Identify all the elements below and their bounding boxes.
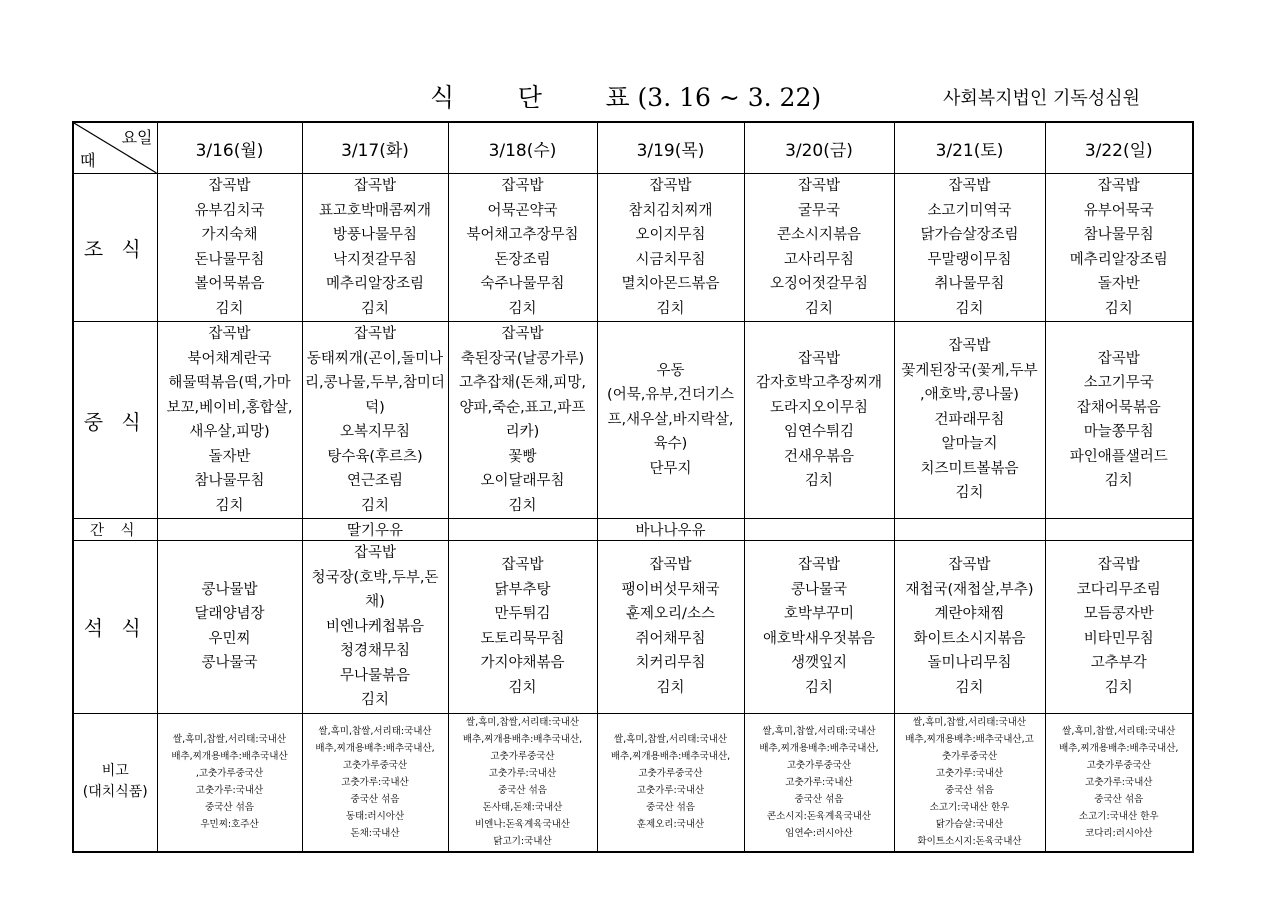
menu-item: 오복지무침 — [339, 424, 411, 440]
menu-item: 잡곡밥 — [501, 326, 544, 342]
origin-note-line: 우민찌:호주산 — [200, 819, 259, 830]
menu-item: 잡곡밥 — [501, 557, 544, 574]
menu-item: 감자호박고추장찌개 — [755, 375, 883, 391]
menu-item: 멸치아몬드볶음 — [621, 276, 720, 292]
menu-item: 참나물무침 — [1083, 227, 1154, 243]
menu-item: 청경채무침 — [339, 643, 411, 659]
menu-item: 굴무국 — [797, 202, 841, 219]
menu-item: 김치 — [1104, 473, 1133, 489]
menu-item: 잡곡밥 — [208, 326, 251, 342]
menu-item: 김치 — [804, 300, 833, 317]
menu-item: 메추리알장조림 — [1069, 251, 1168, 268]
menu-item: 꽃빵 — [508, 448, 537, 465]
menu-item: 콘소시지볶음 — [776, 227, 862, 243]
origin-note-cell — [302, 713, 448, 852]
menu-item: 참치김치찌개 — [628, 202, 713, 219]
origin-note-line: 고춧가루중국산 — [342, 759, 408, 771]
weekly-menu-table — [72, 121, 1194, 853]
page-title: 식 단 표 (3. 16 ~ 3. 22) — [430, 83, 822, 112]
origin-note-line: 닭가슴살:국내산 — [935, 819, 1004, 830]
menu-item: 리카) — [505, 424, 540, 440]
origin-note-line: 돈채:국내산 — [350, 827, 400, 839]
menu-item: 프,새우살,바지락살, — [607, 411, 734, 428]
origin-note-line: 고춧가루:국내산 — [488, 768, 557, 779]
menu-item: 무나물볶음 — [339, 667, 411, 684]
remarks-label-line: 비고 — [101, 763, 129, 779]
menu-item: 건새우볶음 — [783, 448, 855, 465]
origin-note-line: 쌀,흑미,찹쌀,서리태:국내산 — [172, 734, 287, 745]
menu-item: 돌자반 — [1097, 276, 1140, 292]
menu-item: 닭부추탕 — [494, 581, 551, 598]
menu-cell — [448, 541, 597, 714]
menu-item: 김치 — [508, 497, 537, 514]
snack-cell — [1045, 519, 1193, 541]
day-header: 3/16(월) — [157, 122, 302, 174]
origin-note-cell — [894, 713, 1045, 852]
menu-cell — [597, 541, 744, 714]
menu-cell — [157, 322, 302, 519]
menu-item: 김치 — [804, 473, 833, 489]
menu-item: 잡곡밥 — [948, 338, 991, 355]
menu-item: 잡채어묵볶음 — [1076, 399, 1161, 416]
menu-item: 김치 — [656, 679, 685, 696]
menu-item: 잡곡밥 — [208, 178, 251, 194]
origin-note-line: 배추,찌개용배추:배추국내산, — [759, 742, 879, 754]
menu-cell — [597, 174, 744, 322]
origin-note-line: 고춧가루중국산 — [786, 759, 852, 771]
menu-item: 도라지오이무침 — [769, 399, 869, 416]
remarks-label — [73, 713, 157, 852]
origin-note-cell — [448, 713, 597, 852]
menu-item: 유부김치국 — [194, 202, 265, 219]
menu-item: 잡곡밥 — [797, 557, 841, 574]
origin-note-line: 화이트소시지:돈육국내산 — [917, 836, 1022, 847]
origin-note-line: 돈사태,돈채:국내산 — [482, 802, 563, 813]
menu-cell — [1045, 322, 1193, 519]
menu-item: 화이트소시지볶음 — [913, 630, 1026, 647]
menu-item: 무말랭이무침 — [927, 251, 1012, 268]
day-header: 3/19(목) — [597, 122, 744, 174]
menu-item: 메추리알장조림 — [325, 276, 425, 292]
origin-note-line: 임연수:러시아산 — [785, 827, 853, 839]
menu-item: 취나물무침 — [934, 276, 1005, 292]
menu-item: 생깻잎지 — [790, 655, 848, 672]
breakfast-label: 조 식 — [73, 174, 157, 322]
dinner-label: 석 식 — [73, 541, 157, 714]
origin-note-line: 중국산 섞음 — [794, 793, 844, 805]
menu-item: 표고호박매콤찌개 — [318, 202, 432, 219]
menu-item: ,애호박,콩나물) — [920, 387, 1019, 404]
menu-cell — [1045, 174, 1193, 322]
origin-note-line: 쌀,흑미,찹쌀,서리태:국내산 — [912, 717, 1027, 728]
menu-item: 참나물무침 — [194, 473, 265, 489]
menu-item: 우동 — [656, 362, 685, 379]
header-row — [73, 122, 1193, 174]
menu-item: 콩나물국 — [790, 581, 848, 598]
menu-item: 잡곡밥 — [948, 178, 991, 194]
menu-item: 오이달래무침 — [480, 473, 565, 489]
menu-item: 소고기무국 — [1083, 375, 1154, 391]
menu-item: 숙주나물무침 — [480, 276, 565, 292]
menu-item: 돈나물무침 — [194, 251, 265, 268]
menu-item: 호박부꾸미 — [783, 606, 855, 623]
menu-cell — [894, 541, 1045, 714]
origin-note-line: 고춧가루:국내산 — [1085, 776, 1153, 788]
origin-note-line: 고춧가루중국산 — [638, 768, 703, 779]
menu-item: 달래양념장 — [194, 606, 265, 623]
menu-item: 가지숙채 — [201, 227, 258, 243]
menu-item: 육수) — [653, 436, 688, 453]
menu-item: 동태찌개(곤이,돌미나 — [306, 350, 444, 367]
menu-item: 새우살,피망) — [189, 424, 270, 440]
menu-cell — [1045, 541, 1193, 714]
menu-item: 고사리무침 — [783, 251, 855, 268]
menu-item: 마늘쫑무침 — [1083, 424, 1154, 440]
menu-item: 꽃게된장국(꽃게,두부 — [901, 362, 1038, 379]
remarks-label-line: (대치식품) — [82, 784, 148, 800]
menu-cell — [302, 174, 448, 322]
origin-note-line: 고춧가루:국내산 — [195, 785, 264, 796]
menu-item: 애호박새우젓볶음 — [762, 630, 876, 647]
menu-cell — [894, 174, 1045, 322]
menu-item: 김치 — [360, 300, 389, 317]
menu-cell — [744, 174, 894, 322]
menu-item: 김치 — [508, 300, 537, 317]
menu-cell — [448, 322, 597, 519]
origin-note-line: 배추,찌개용배추:배추국내산,고 — [905, 734, 1034, 745]
origin-note-cell — [1045, 713, 1193, 852]
menu-item: 잡곡밥 — [353, 545, 397, 561]
origin-note-line: 배추,찌개용배추:배추국내산, — [315, 742, 435, 754]
menu-item: 청국장(호박,두부,돈 — [311, 569, 439, 586]
snack-cell — [744, 519, 894, 541]
menu-cell — [302, 322, 448, 519]
menu-item: 잡곡밥 — [948, 557, 991, 574]
menu-item: 김치 — [215, 497, 244, 514]
menu-item: 임연수튀김 — [783, 424, 855, 440]
menu-item: 모듬콩자반 — [1083, 606, 1154, 623]
menu-item: 볼어묵볶음 — [194, 276, 265, 292]
menu-item: 만두튀김 — [494, 606, 551, 623]
lunch-label: 중 식 — [73, 322, 157, 519]
menu-item: 잡곡밥 — [353, 178, 397, 194]
origin-note-line: 중국산 섞음 — [945, 785, 994, 796]
menu-item: 탕수육(후르츠) — [327, 448, 423, 465]
origin-note-line: 쌀,흑미,찹쌀,서리태:국내산 — [465, 717, 580, 728]
origin-note-line: 동태:러시아산 — [345, 810, 405, 822]
origin-note-line: 쌀,흑미,찹쌀,서리태:국내산 — [318, 725, 432, 737]
origin-note-line: 고춧가루:국내산 — [785, 776, 853, 788]
origin-note-line: 배추,찌개용배추:배추국내산, — [1059, 742, 1179, 754]
origin-note-line: 중국산 섞음 — [205, 802, 254, 813]
menu-item: 북어채고추장무침 — [466, 227, 579, 243]
menu-item: 고추부각 — [1090, 655, 1147, 672]
day-header: 3/20(금) — [744, 122, 894, 174]
origin-note-line: 고춧가루중국산 — [490, 751, 555, 762]
menu-item: 잡곡밥 — [353, 326, 397, 342]
snack-row — [73, 519, 1193, 541]
menu-item: 잡곡밥 — [649, 557, 692, 574]
snack-label: 간 식 — [73, 519, 157, 541]
corner-day-label: 요일 — [121, 128, 153, 147]
menu-item: 치커리무침 — [635, 655, 706, 672]
menu-cell — [744, 541, 894, 714]
lunch-row — [73, 322, 1193, 519]
menu-item: 치즈미트볼볶음 — [920, 460, 1019, 477]
origin-note-line: 소고기:국내산 한우 — [1078, 810, 1159, 822]
origin-note-cell — [597, 713, 744, 852]
snack-cell: 딸기우유 — [302, 519, 448, 541]
menu-item: 잡곡밥 — [501, 178, 544, 194]
menu-item: 김치 — [955, 485, 984, 502]
menu-item: 도토리묵무침 — [480, 630, 565, 647]
snack-cell — [448, 519, 597, 541]
origin-note-cell — [744, 713, 894, 852]
origin-note-line: 고춧가루중국산 — [1086, 759, 1151, 771]
menu-item: 김치 — [955, 679, 984, 696]
menu-item: 시금치무침 — [635, 251, 706, 268]
menu-item: 해물떡볶음(떡,가마 — [168, 375, 291, 391]
menu-item: 잡곡밥 — [797, 178, 841, 194]
origin-note-line: 중국산 섞음 — [498, 785, 547, 796]
menu-item: 보꼬,베이비,홍합살, — [166, 399, 293, 416]
origin-note-line: 쌀,흑미,찹쌀,서리태:국내산 — [1062, 725, 1176, 737]
menu-item: 훈제오리/소스 — [626, 606, 715, 623]
menu-item: 김치 — [215, 300, 244, 317]
origin-note-line: 중국산 섞음 — [1094, 793, 1144, 805]
menu-item: 콩나물밥 — [201, 581, 258, 598]
day-header: 3/22(일) — [1045, 122, 1193, 174]
menu-item: 잡곡밥 — [1097, 350, 1140, 367]
menu-item: 쥐어채무침 — [635, 630, 706, 647]
origin-note-line: 고춧가루:국내산 — [636, 785, 705, 796]
remarks-row — [73, 713, 1193, 852]
menu-item: 축된장국(날콩가루) — [460, 350, 585, 367]
menu-item: 잡곡밥 — [649, 178, 692, 194]
menu-item: 비타민무침 — [1083, 630, 1154, 647]
menu-item: 어묵곤약국 — [487, 202, 558, 219]
menu-cell — [157, 174, 302, 322]
snack-cell — [894, 519, 1045, 541]
menu-item: 돌미나리무침 — [927, 655, 1012, 672]
menu-item: 고추잡채(돈채,피망, — [459, 375, 586, 391]
origin-note-line: 쌀,흑미,찹쌀,서리태:국내산 — [762, 725, 876, 737]
origin-note-line: 콘소시지:돈육계육국내산 — [766, 810, 872, 822]
origin-note-line: 소고기:국내산 한우 — [929, 802, 1010, 813]
menu-item: 김치 — [1104, 300, 1133, 317]
origin-note-line: 고춧가루:국내산 — [341, 776, 409, 788]
menu-item: 비엔나케첩볶음 — [325, 618, 425, 635]
origin-note-line: 훈제오리:국내산 — [636, 819, 705, 830]
menu-item: 유부어묵국 — [1083, 202, 1154, 219]
origin-note-line: 배추,찌개용배추:배추국내산 — [171, 751, 288, 762]
day-header: 3/21(토) — [894, 122, 1045, 174]
breakfast-row — [73, 174, 1193, 322]
menu-item: 건파래무침 — [934, 411, 1005, 428]
corner-meal-label: 때 — [80, 151, 96, 170]
origin-note-line: 중국산 섞음 — [350, 793, 400, 805]
menu-item: 낙지젓갈무침 — [332, 251, 418, 268]
origin-note-line: 고춧가루:국내산 — [935, 768, 1004, 779]
menu-item: 김치 — [360, 692, 389, 708]
menu-item: 소고기미역국 — [927, 202, 1012, 219]
menu-item: 돈장조림 — [494, 251, 551, 268]
origin-note-line: 코다리:러시아산 — [1085, 827, 1153, 839]
menu-item: 북어채계란국 — [187, 350, 272, 367]
origin-note-line: 배추,찌개용배추:배추국내산, — [462, 734, 583, 745]
menu-item: 김치 — [508, 679, 537, 696]
menu-item: 계란야채찜 — [934, 606, 1005, 623]
menu-item: 잡곡밥 — [797, 350, 841, 367]
menu-item: 김치 — [804, 679, 833, 696]
menu-item: 잡곡밥 — [1097, 557, 1140, 574]
snack-cell: 바나나우유 — [597, 519, 744, 541]
origin-note-line: 춧가루중국산 — [941, 751, 998, 762]
menu-item: 연근조림 — [346, 473, 404, 489]
menu-item: 리,콩나물,두부,참미더 — [305, 375, 445, 391]
origin-note-line: ,고춧가루중국산 — [195, 768, 264, 779]
origin-note-line: 닭고기:국내산 — [493, 836, 552, 847]
origin-note-line: 배추,찌개용배추:배추국내산, — [610, 751, 731, 762]
menu-item: 돌자반 — [208, 448, 251, 465]
origin-note-line: 쌀,흑미,찹쌀,서리태:국내산 — [613, 734, 728, 745]
menu-cell — [302, 541, 448, 714]
origin-note-line: 비엔나:돈육계육국내산 — [475, 819, 570, 830]
menu-item: 재첩국(재첩살,부추) — [905, 581, 1034, 598]
menu-item: 파인애플샐러드 — [1069, 448, 1168, 465]
menu-item: 오징어젓갈무침 — [769, 276, 869, 292]
menu-cell — [157, 541, 302, 714]
menu-item: 단무지 — [649, 460, 692, 477]
menu-item: 덕) — [365, 399, 385, 416]
menu-item: 닭가슴살장조림 — [920, 227, 1019, 243]
menu-item: 가지야채볶음 — [480, 655, 565, 672]
menu-cell — [894, 322, 1045, 519]
origin-note-cell — [157, 713, 302, 852]
organization-name: 사회복지법인 기독성심원 — [943, 88, 1140, 109]
menu-title-bar — [0, 78, 1280, 112]
menu-item: 방풍나물무침 — [332, 227, 418, 243]
menu-item: 김치 — [360, 497, 389, 514]
day-header: 3/17(화) — [302, 122, 448, 174]
menu-cell — [744, 322, 894, 519]
menu-item: 코다리무조림 — [1076, 581, 1161, 598]
menu-item: (어묵,유부,건더기스 — [607, 387, 734, 404]
menu-item: 우민찌 — [208, 630, 251, 647]
day-header: 3/18(수) — [448, 122, 597, 174]
menu-item: 팽이버섯무채국 — [621, 581, 720, 598]
menu-item: 잡곡밥 — [1097, 178, 1140, 194]
menu-item: 채) — [365, 594, 385, 610]
menu-item: 김치 — [656, 300, 685, 317]
snack-cell — [157, 519, 302, 541]
menu-item: 콩나물국 — [201, 655, 258, 672]
menu-item: 김치 — [955, 300, 984, 317]
dinner-row — [73, 541, 1193, 714]
menu-cell — [597, 322, 744, 519]
menu-item: 김치 — [1104, 679, 1133, 696]
menu-item: 알마늘지 — [941, 436, 998, 453]
menu-cell — [448, 174, 597, 322]
origin-note-line: 중국산 섞음 — [646, 802, 695, 813]
menu-item: 양파,죽순,표고,파프 — [459, 399, 586, 416]
corner-header-cell — [73, 122, 157, 174]
menu-item: 오이지무침 — [635, 227, 706, 243]
